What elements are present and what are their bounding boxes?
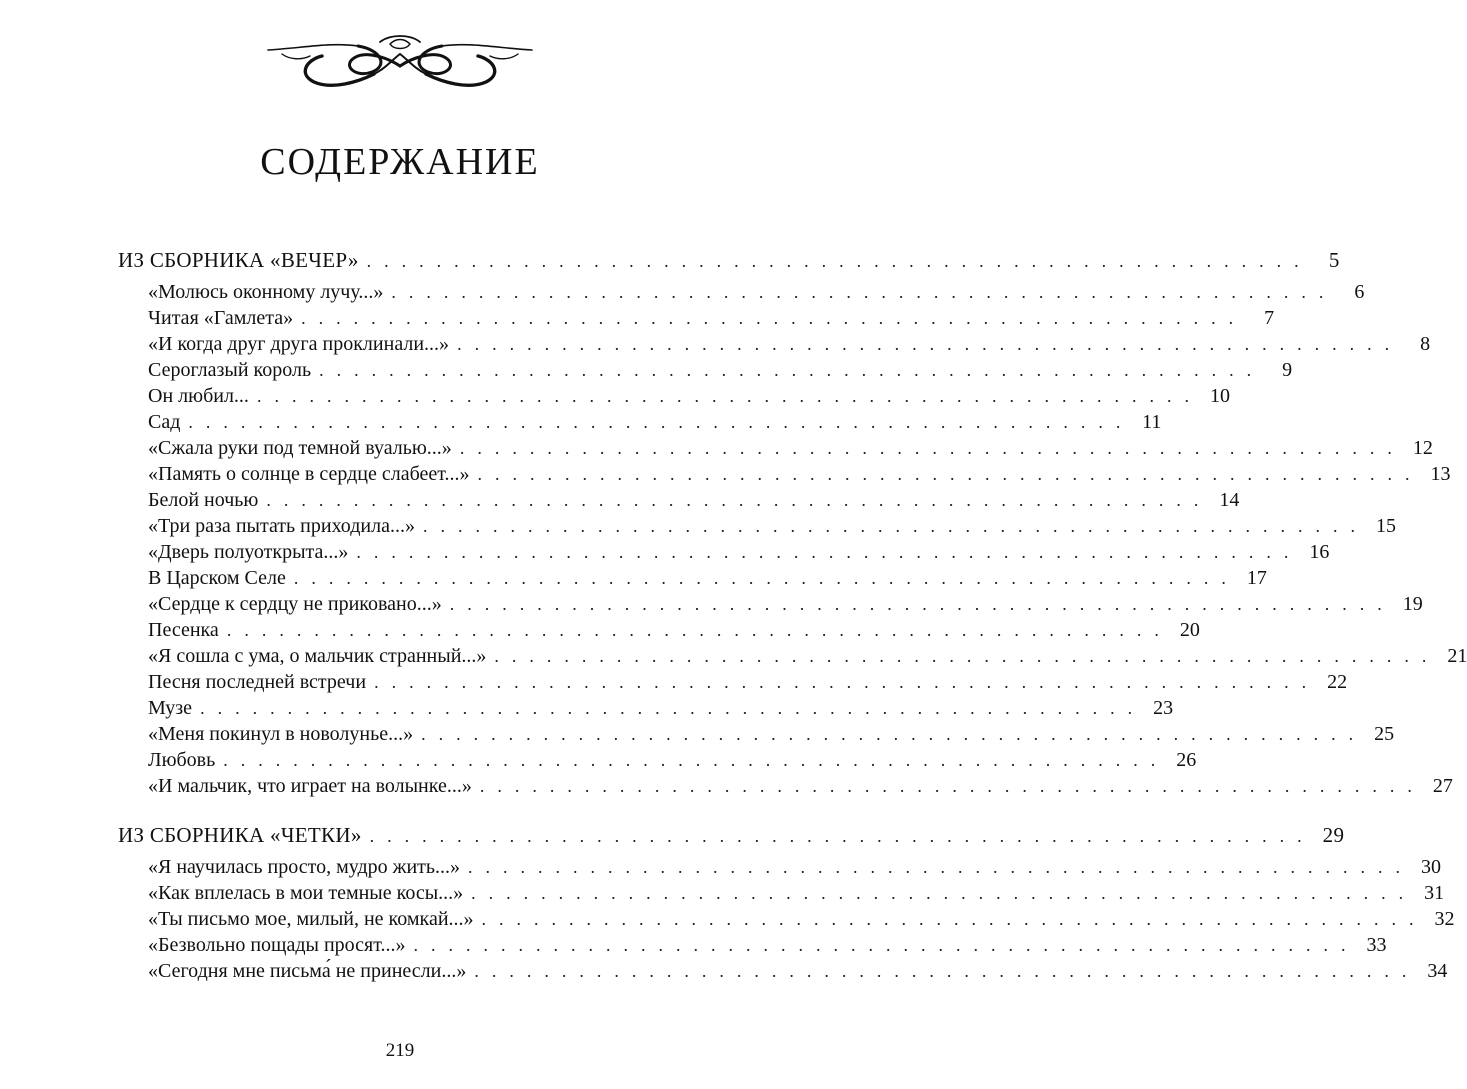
toc-entry[interactable] [118, 854, 1442, 880]
leader-dots: ...................................................... [223, 750, 1169, 770]
toc-entry[interactable] [118, 383, 1230, 409]
entry-title: Читая «Гамлета» [148, 307, 294, 329]
toc-entry-list [118, 273, 1467, 799]
entry-title: Он любил... [148, 385, 249, 407]
table-of-contents-continued [118, 822, 1455, 984]
toc-entry[interactable] [118, 958, 1448, 984]
page-number: 12 [1412, 437, 1433, 459]
toc-entry[interactable] [118, 305, 1275, 331]
toc-entry[interactable] [118, 591, 1423, 617]
page-number: 17 [1246, 567, 1267, 589]
entry-title: В Царском Селе [148, 567, 286, 589]
leader-dots: ...................................................... [474, 961, 1420, 981]
page-number: 34 [1427, 960, 1448, 982]
leader-dots: ...................................................... [226, 620, 1172, 640]
page-number: 7 [1264, 307, 1275, 329]
entry-title: Песня последней встречи [148, 671, 367, 693]
entry-title: Сероглазый король [148, 359, 312, 381]
toc-entry[interactable] [118, 461, 1451, 487]
toc-section-heading[interactable] [118, 247, 1340, 273]
leader-dots: ...................................................... [471, 883, 1417, 903]
page-number: 26 [1176, 749, 1197, 771]
page-number: 10 [1209, 385, 1230, 407]
page-title: СОДЕРЖАНИЕ [260, 141, 540, 183]
entry-title: Белой ночью [148, 489, 259, 511]
leader-dots: ...................................................... [374, 672, 1320, 692]
toc-entry[interactable] [118, 617, 1200, 643]
leader-dots: ...................................................... [293, 568, 1239, 588]
entry-title: «Память о солнце в сердце слабеет...» [148, 463, 470, 485]
leader-dots: ...................................................... [256, 386, 1202, 406]
leader-dots: ...................................................... [356, 542, 1302, 562]
leader-dots: ...................................................... [319, 360, 1265, 380]
page-number: 15 [1375, 515, 1396, 537]
leader-dots: ...................................................... [449, 594, 1395, 614]
leader-dots: ...................................................... [200, 698, 1146, 718]
leader-dots: ...................................................... [457, 334, 1403, 354]
entry-title: Песенка [148, 619, 219, 641]
flourish-ornament [262, 20, 538, 92]
leader-dots: ...................................................... [366, 251, 1312, 271]
entry-title: «И мальчик, что играет на волынке...» [148, 775, 472, 797]
table-of-contents [118, 247, 1467, 799]
leader-dots: ...................................................... [422, 516, 1368, 536]
leader-dots: ...................................................... [421, 724, 1367, 744]
leader-dots: ...................................................... [481, 909, 1427, 929]
toc-entry[interactable] [118, 695, 1174, 721]
page-number: 8 [1420, 333, 1431, 355]
entry-title: «Как вплелась в мои темные косы...» [148, 882, 464, 904]
entry-title: «Меня покинул в новолунье...» [148, 723, 414, 745]
entry-title: «Я научилась просто, мудро жить...» [148, 856, 461, 878]
leader-dots: ...................................................... [468, 857, 1414, 877]
toc-entry[interactable] [118, 643, 1467, 669]
toc-entry[interactable] [118, 721, 1395, 747]
entry-title: «Безвольно пощады просят...» [148, 934, 406, 956]
leader-dots: ...................................................... [494, 646, 1440, 666]
toc-entry[interactable] [118, 906, 1455, 932]
entry-title: «Молюсь оконному лучу...» [148, 281, 384, 303]
toc-entry[interactable] [118, 565, 1267, 591]
entry-title: «Сегодня мне письма́ не принесли...» [148, 960, 467, 982]
page-number: 21 [1447, 645, 1467, 667]
leader-dots: ...................................................... [477, 464, 1423, 484]
page-number: 19 [1402, 593, 1423, 615]
leader-dots: ...................................................... [391, 282, 1337, 302]
page-number: 30 [1421, 856, 1442, 878]
leader-dots: ...................................................... [459, 438, 1405, 458]
toc-entry[interactable] [118, 773, 1453, 799]
entry-title: Музе [148, 697, 193, 719]
section-title: ИЗ СБОРНИКА «ВЕЧЕР» [118, 248, 359, 272]
page-number: 22 [1327, 671, 1348, 693]
entry-title: Сад [148, 411, 181, 433]
toc-entry[interactable] [118, 409, 1162, 435]
entry-title: «Я сошла с ума, о мальчик странный...» [148, 645, 487, 667]
page-number: 29 [1322, 823, 1345, 847]
leader-dots: ...................................................... [369, 826, 1315, 846]
toc-entry-list [118, 848, 1455, 984]
page-number: 14 [1219, 489, 1240, 511]
entry-title: Любовь [148, 749, 216, 771]
entry-title: «Сердце к сердцу не приковано...» [148, 593, 442, 615]
toc-entry[interactable] [118, 357, 1293, 383]
toc-entry[interactable] [118, 279, 1365, 305]
toc-entry[interactable] [118, 747, 1197, 773]
toc-entry[interactable] [118, 487, 1240, 513]
leader-dots: ...................................................... [266, 490, 1212, 510]
entry-title: «И когда друг друга проклинали...» [148, 333, 450, 355]
page-number: 5 [1328, 248, 1340, 272]
toc-entry[interactable] [118, 880, 1445, 906]
leader-dots: ...................................................... [188, 412, 1134, 432]
page-number: 23 [1153, 697, 1174, 719]
toc-entry[interactable] [118, 932, 1387, 958]
entry-title: «Дверь полуоткрыта...» [148, 541, 349, 563]
page-number: 13 [1430, 463, 1451, 485]
page-number: 31 [1424, 882, 1445, 904]
page-number: 6 [1354, 281, 1365, 303]
toc-entry[interactable] [118, 331, 1431, 357]
section-title: ИЗ СБОРНИКА «ЧЕТКИ» [118, 823, 362, 847]
page-number: 9 [1282, 359, 1293, 381]
page-number: 33 [1366, 934, 1387, 956]
page-number: 32 [1434, 908, 1455, 930]
leader-dots: ...................................................... [413, 935, 1359, 955]
page-number: 27 [1432, 775, 1453, 797]
toc-entry[interactable] [118, 669, 1348, 695]
toc-entry[interactable] [118, 513, 1396, 539]
page-number: 16 [1309, 541, 1330, 563]
leader-dots: ...................................................... [301, 308, 1247, 328]
page-number: 11 [1142, 411, 1162, 433]
toc-section-heading[interactable] [118, 822, 1345, 848]
page-number: 25 [1374, 723, 1395, 745]
page-folio-number: 219 [385, 1040, 415, 1061]
leader-dots: ...................................................... [479, 776, 1425, 796]
entry-title: «Сжала руки под темной вуалью...» [148, 437, 452, 459]
entry-title: «Ты письмо мое, милый, не комкай...» [148, 908, 474, 930]
entry-title: «Три раза пытать приходила...» [148, 515, 415, 537]
toc-entry[interactable] [118, 435, 1433, 461]
page-number: 20 [1179, 619, 1200, 641]
toc-entry[interactable] [118, 539, 1330, 565]
